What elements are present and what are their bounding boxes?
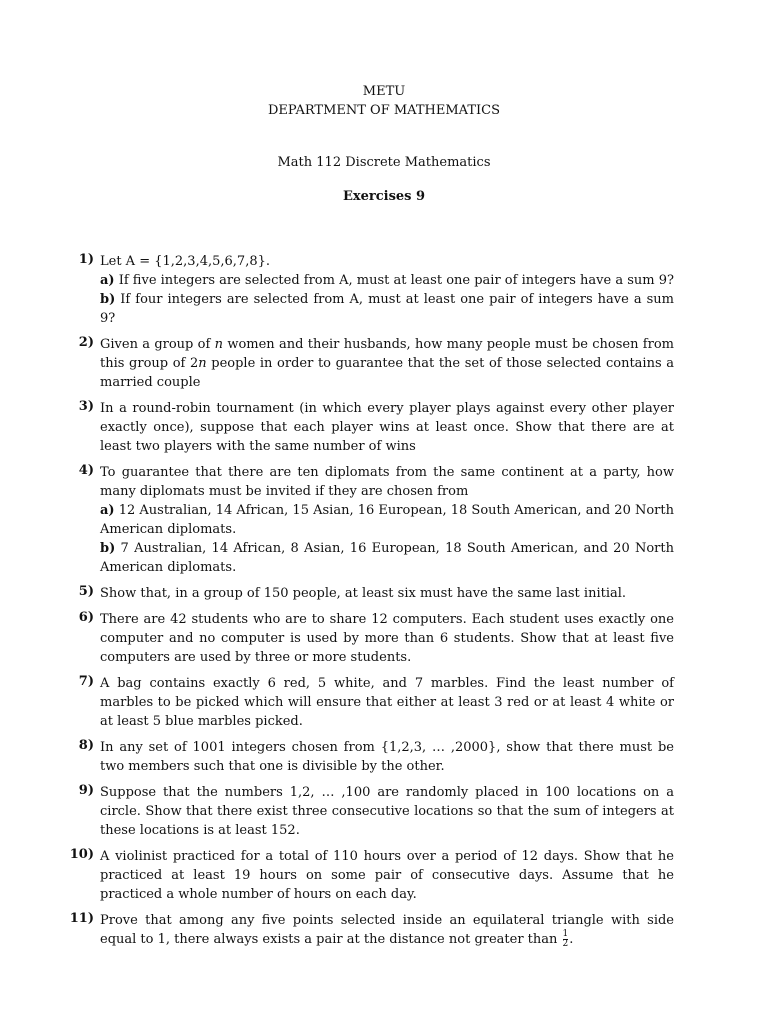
problem-number: 7) [78, 674, 94, 689]
problem-text: There are 42 students who are to share 12 computers. Each student uses exactly one computer and no computer is used by more than 6 students. Show that at least five computers are used by three or more students. [100, 612, 674, 665]
problem-intro: Let A = {1,2,3,4,5,6,7,8}. [100, 254, 270, 269]
problem-9 [78, 783, 674, 840]
problem-text: Prove that among any five points selected inside an equilateral triangle with side equal to 1, there always exists a pair at the distance not greater than $\frac{1}{2}$ . [100, 913, 674, 949]
problem-11 [69, 911, 674, 949]
problem-number: 3) [78, 399, 94, 414]
problem-number: 2) [78, 335, 94, 350]
problem-text: In a round-robin tournament (in which every player plays against every other player exactly once), suppose that each player wins at least once. Show that there are at least two players with the same number of wins [100, 401, 674, 454]
problem-number: 6) [78, 610, 94, 625]
problem-number: 5) [78, 584, 94, 599]
department-name: DEPARTMENT OF MATHEMATICS [267, 103, 500, 118]
problem-8 [78, 738, 674, 776]
problem-text: Suppose that the numbers 1,2, … ,100 are randomly placed in 100 locations on a circle. Show that there exist three consecutive locations so that the sum of integers at these locations is at least 152. [100, 785, 674, 838]
problem-7 [78, 674, 674, 731]
problem-number: 8) [78, 738, 94, 753]
problem-4 [78, 463, 674, 577]
problem-10 [69, 847, 674, 904]
problem-text: A bag contains exactly 6 red, 5 white, and 7 marbles. Find the least number of marbles to be picked which will ensure that either at least 3 red or at least 4 white or at least 5 blue marbles picked. [100, 676, 674, 729]
sub-question-a: a) If five integers are selected from A, must at least one pair of integers have a sum 9? [100, 273, 674, 288]
problem-3 [78, 399, 674, 456]
sub-question-a: a) 12 Australian, 14 African, 15 Asian, 16 European, 18 South American, and 20 North American diplomats. [100, 503, 674, 537]
course-title: Math 112 Discrete Mathematics [277, 155, 491, 170]
problem-number: 1) [78, 252, 94, 267]
problem-text: A violinist practiced for a total of 110 hours over a period of 12 days. Show that he practiced at least 19 hours on some pair of consecutive days. Assume that he practiced a whole number of hours on each day. [100, 849, 674, 902]
sub-question-b: b) 7 Australian, 14 African, 8 Asian, 16 European, 18 South American, and 20 North American diplomats. [100, 541, 674, 575]
university-name: METU [362, 84, 406, 99]
problem-number: 11) [69, 911, 94, 926]
problem-1 [78, 252, 674, 328]
problem-text: Show that, in a group of 150 people, at least six must have the same last initial. [100, 586, 627, 601]
problem-number: 9) [78, 783, 94, 798]
exercise-title: Exercises 9 [342, 189, 426, 204]
problem-2 [78, 335, 674, 392]
problem-number: 10) [69, 847, 94, 862]
problem-intro: To guarantee that there are ten diplomats from the same continent at a party, how many diplomats must be invited if they are chosen from [100, 465, 674, 499]
problem-5 [78, 584, 674, 603]
problem-text: In any set of 1001 integers chosen from {1,2,3, … ,2000}, show that there must be two members such that one is divisible by the other. [100, 740, 674, 774]
problem-6 [78, 610, 674, 667]
problem-number: 4) [78, 463, 94, 478]
sub-question-b: b) If four integers are selected from A, must at least one pair of integers have a sum 9? [100, 292, 674, 326]
problem-list [69, 252, 674, 956]
fraction-one-half: $\frac{1}{2}$ [562, 929, 569, 949]
problem-text: Given a group of n women and their husbands, how many people must be chosen from this group of 2n people in order to guarantee that the set of those selected contains a married couple [100, 337, 674, 390]
